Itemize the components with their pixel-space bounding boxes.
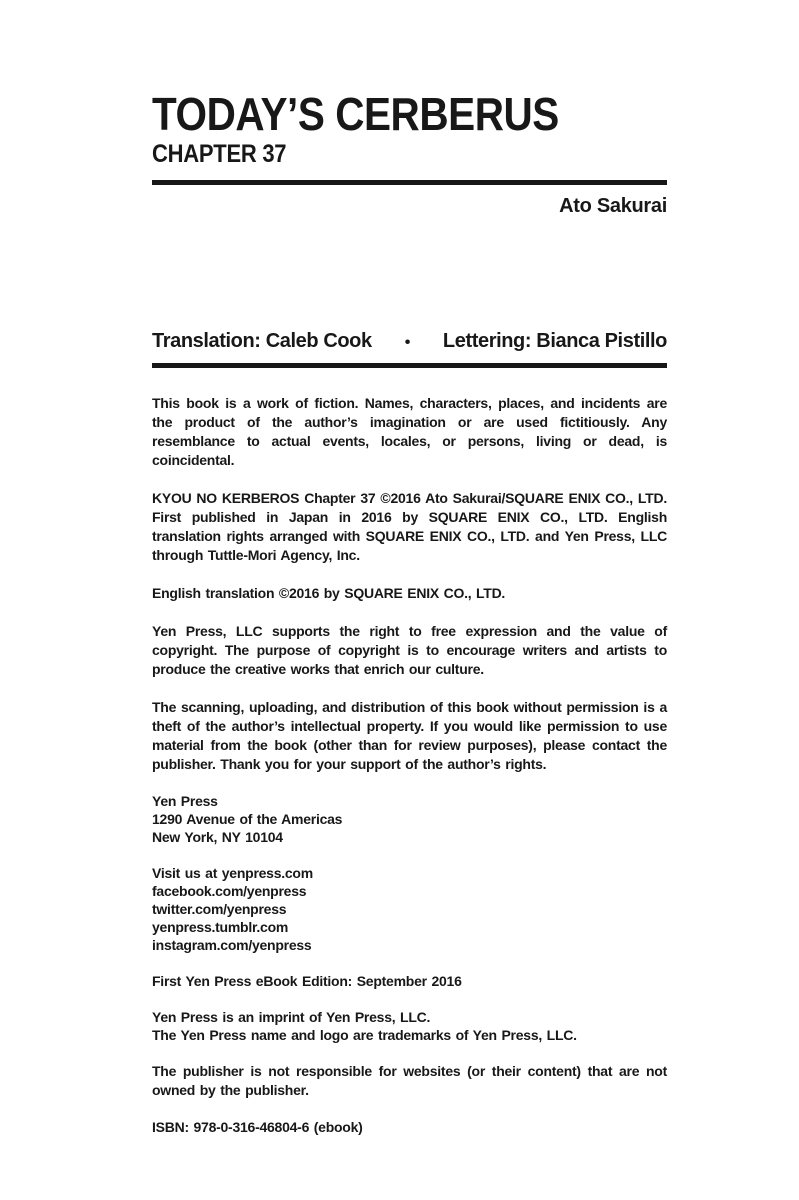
publisher-links [152, 864, 667, 954]
lettering-credit: Lettering: Bianca Pistillo [442, 330, 667, 352]
english-translation-copyright: English translation ©2016 by SQUARE ENIX CO., LTD. [152, 585, 506, 601]
author-name: Ato Sakurai [559, 195, 667, 217]
link-yenpress-website[interactable]: Visit us at yenpress.com [152, 865, 313, 881]
link-tumblr[interactable]: yenpress.tumblr.com [152, 919, 289, 935]
link-twitter[interactable]: twitter.com/yenpress [152, 901, 287, 917]
credits-row [152, 329, 667, 355]
chapter-number: CHAPTER 37 [152, 140, 287, 168]
address-line-publisher: Yen Press [152, 793, 218, 809]
address-line-city: New York, NY 10104 [152, 829, 283, 845]
piracy-notice-paragraph: The scanning, uploading, and distribution of this book without permission is a theft of the author’s intellectual property. If you would like permission to use material from the book (other than for review purposes), please contact the publisher. Thank you for your support of the author’s rights. [152, 699, 667, 772]
title-rule-divider [152, 180, 667, 185]
free-expression-paragraph: Yen Press, LLC supports the right to free expression and the value of copyright. The purpose of copyright is to encourage writers and artists to produce the creative works that enrich our culture. [152, 623, 667, 677]
credits-rule-divider [152, 363, 667, 368]
book-title: TODAY’S CERBERUS [152, 88, 559, 140]
isbn-line: ISBN: 978-0-316-46804-6 (ebook) [152, 1119, 363, 1135]
imprint-lines [152, 1008, 667, 1044]
ebook-edition-line: First Yen Press eBook Edition: September 2016 [152, 973, 462, 989]
imprint-line: Yen Press is an imprint of Yen Press, LLC. [152, 1009, 431, 1025]
translation-credit: Translation: Caleb Cook [152, 330, 372, 352]
fiction-disclaimer-paragraph: This book is a work of fiction. Names, characters, places, and incidents are the product of the author’s imagination or are used fictitiously. Any resemblance to actual events, locales, or persons, living or dead, is coincidental. [152, 395, 667, 468]
japanese-copyright-paragraph: KYOU NO KERBEROS Chapter 37 ©2016 Ato Sakurai/SQUARE ENIX CO., LTD. First published in Japan in 2016 by SQUARE ENIX CO., LTD. English translation rights arranged with SQUARE ENIX CO., LTD. and Yen Press, LLC through Tuttle-Mori Agency, Inc. [152, 490, 667, 563]
website-disclaimer-paragraph: The publisher is not responsible for websites (or their content) that are not owned by the publisher. [152, 1063, 667, 1098]
bullet-separator: • [404, 334, 410, 351]
imprint-trademark-line: The Yen Press name and logo are trademarks of Yen Press, LLC. [152, 1027, 577, 1043]
link-instagram[interactable]: instagram.com/yenpress [152, 937, 312, 953]
address-line-street: 1290 Avenue of the Americas [152, 811, 343, 827]
link-facebook[interactable]: facebook.com/yenpress [152, 883, 307, 899]
publisher-address [152, 792, 667, 846]
